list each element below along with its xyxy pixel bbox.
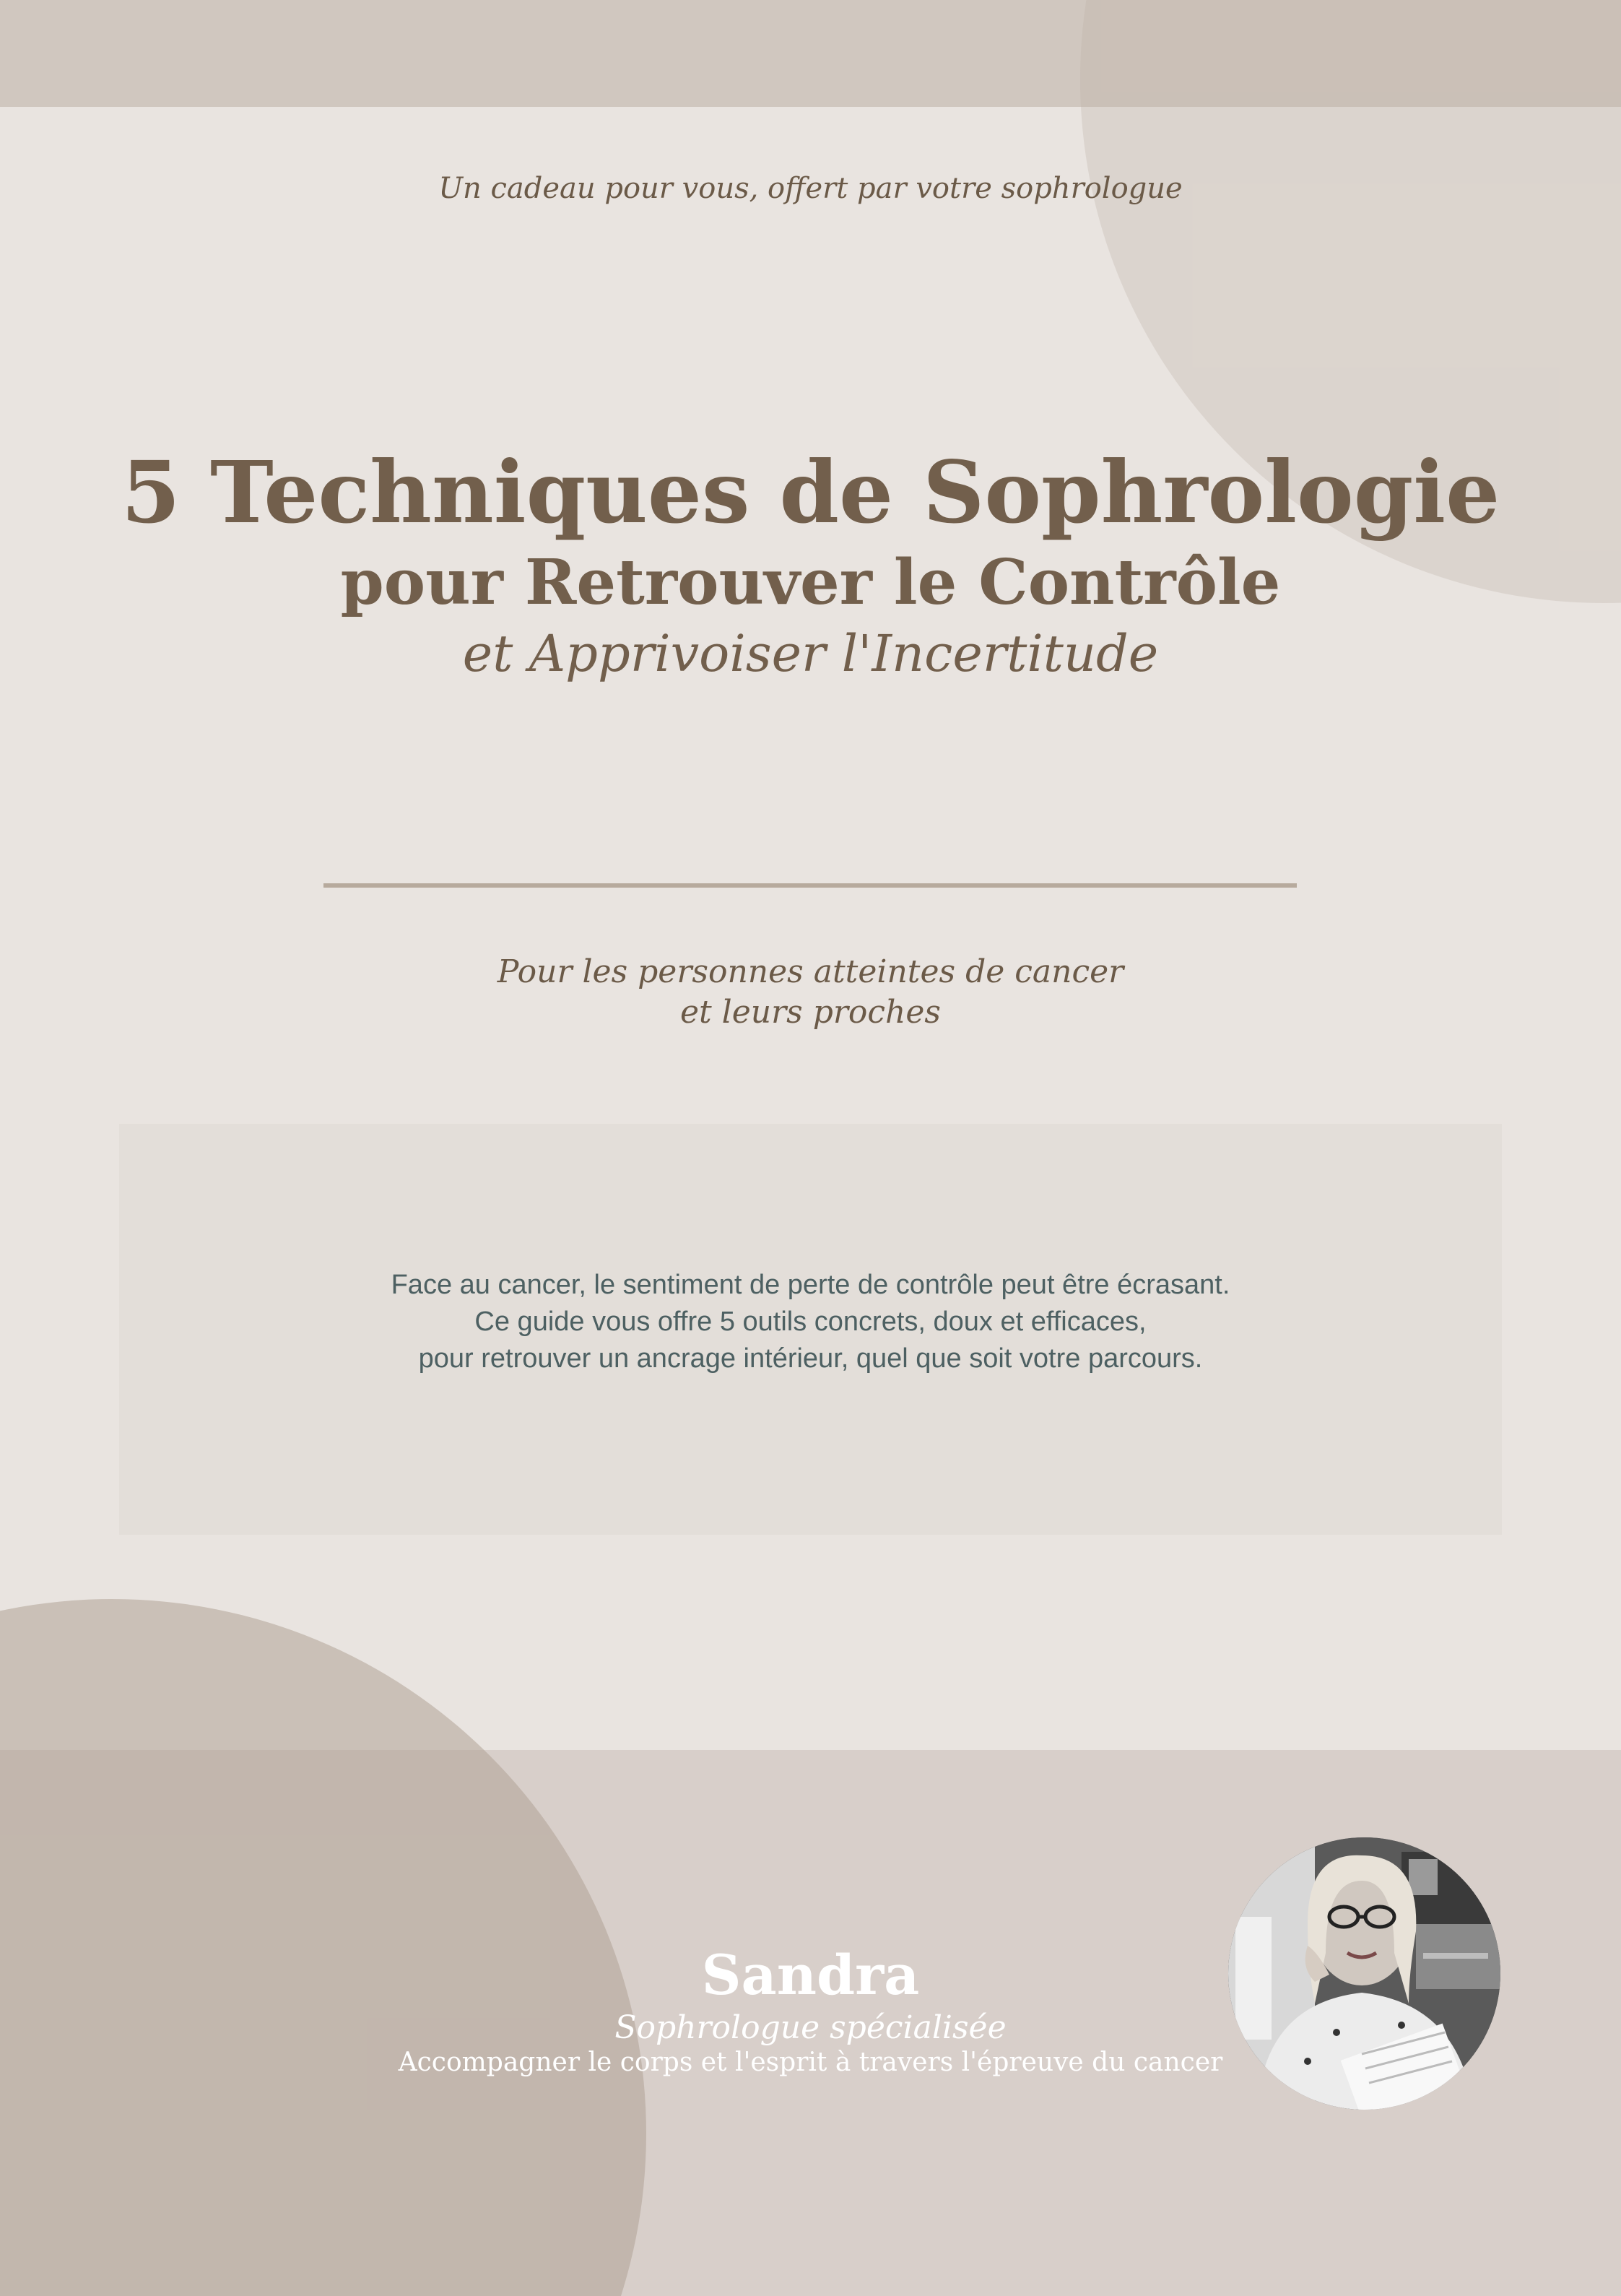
author-tagline: Accompagner le corps et l'esprit à travers l'épreuve du cancer: [398, 2048, 1223, 2077]
intro-text: [119, 1267, 1502, 1377]
portrait-photo: [1228, 1837, 1500, 2110]
gift-line: Un cadeau pour vous, offert par votre sophrologue: [438, 172, 1183, 205]
author-role: Sophrologue spécialisée: [614, 2009, 1007, 2046]
divider: [323, 883, 1297, 888]
avatar: [1228, 1837, 1500, 2110]
author-name: Sandra: [701, 1943, 920, 2007]
intro-box: [119, 1124, 1502, 1535]
intro-line-3: pour retrouver un ancrage intérieur, quel que soit votre parcours.: [418, 1343, 1203, 1374]
audience-line-1: Pour les personnes atteintes de cancer: [497, 953, 1124, 990]
audience-line-2: et leurs proches: [679, 994, 942, 1031]
audience-text: [0, 952, 1621, 1033]
title-line-1: 5 Techniques de Sophrologie: [121, 442, 1500, 542]
title-line-2: pour Retrouver le Contrôle: [340, 546, 1281, 619]
intro-line-2: Ce guide vous offre 5 outils concrets, doux et efficaces,: [474, 1307, 1147, 1337]
title-line-3: et Apprivoiser l'Incertitude: [462, 624, 1159, 683]
intro-line-1: Face au cancer, le sentiment de perte de contrôle peut être écrasant.: [391, 1270, 1230, 1300]
